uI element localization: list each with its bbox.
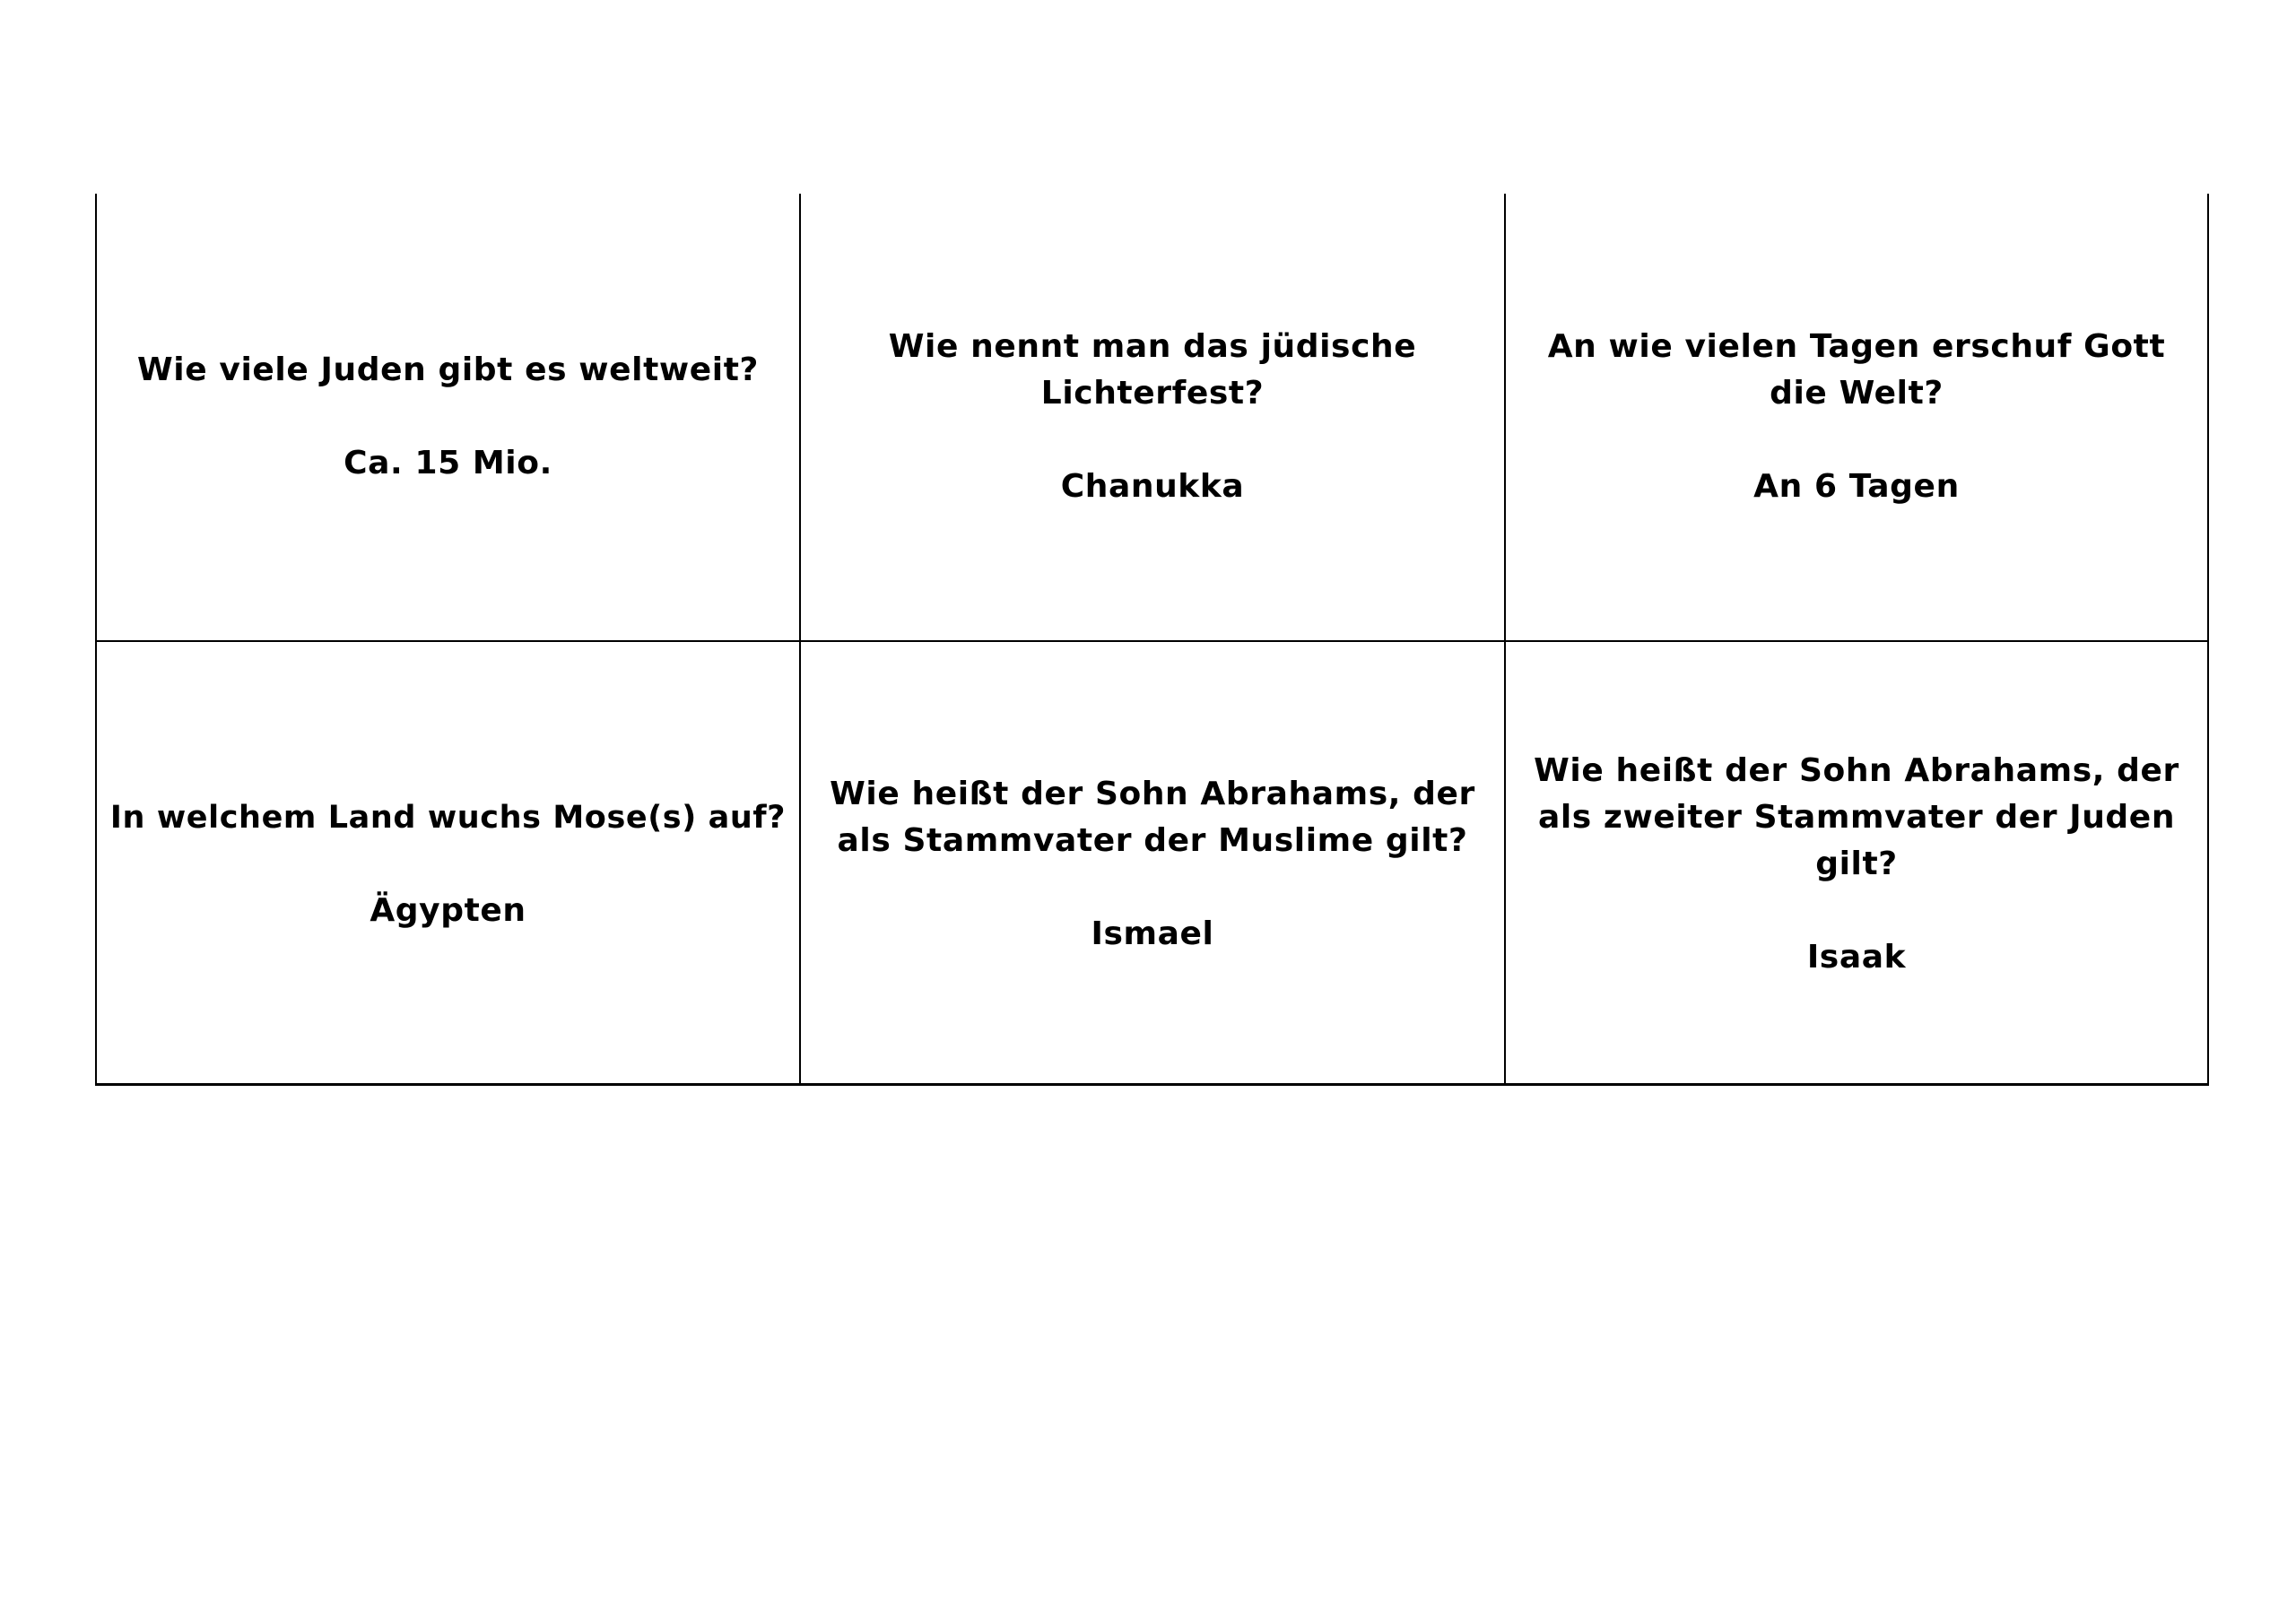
quiz-card — [1504, 640, 2209, 1086]
card-answer: Chanukka — [1060, 468, 1245, 505]
quiz-card — [799, 194, 1504, 640]
quiz-card — [95, 194, 799, 640]
card-question: In welchem Land wuchs Mose(s) auf? — [109, 799, 787, 836]
card-question: Wie viele Juden gibt es weltweit? — [136, 351, 759, 388]
card-answer: Ca. 15 Mio. — [344, 445, 552, 481]
card-answer: Ismael — [1091, 915, 1214, 952]
quiz-card-table — [95, 194, 2209, 1086]
quiz-card — [1504, 194, 2209, 640]
quiz-card — [95, 640, 799, 1086]
card-answer: An 6 Tagen — [1753, 468, 1960, 505]
card-answer: Isaak — [1806, 938, 1907, 976]
card-question: An wie vielen Tagen erschuf Gott die Welt? — [1547, 328, 2166, 412]
quiz-card — [799, 640, 1504, 1086]
card-question: Wie heißt der Sohn Abrahams, der als Stammvater der Muslime gilt? — [830, 775, 1475, 859]
card-question: Wie heißt der Sohn Abrahams, der als zweiter Stammvater der Juden gilt? — [1534, 751, 2179, 882]
card-answer: Ägypten — [370, 891, 526, 929]
card-question: Wie nennt man das jüdische Lichterfest? — [888, 328, 1417, 412]
